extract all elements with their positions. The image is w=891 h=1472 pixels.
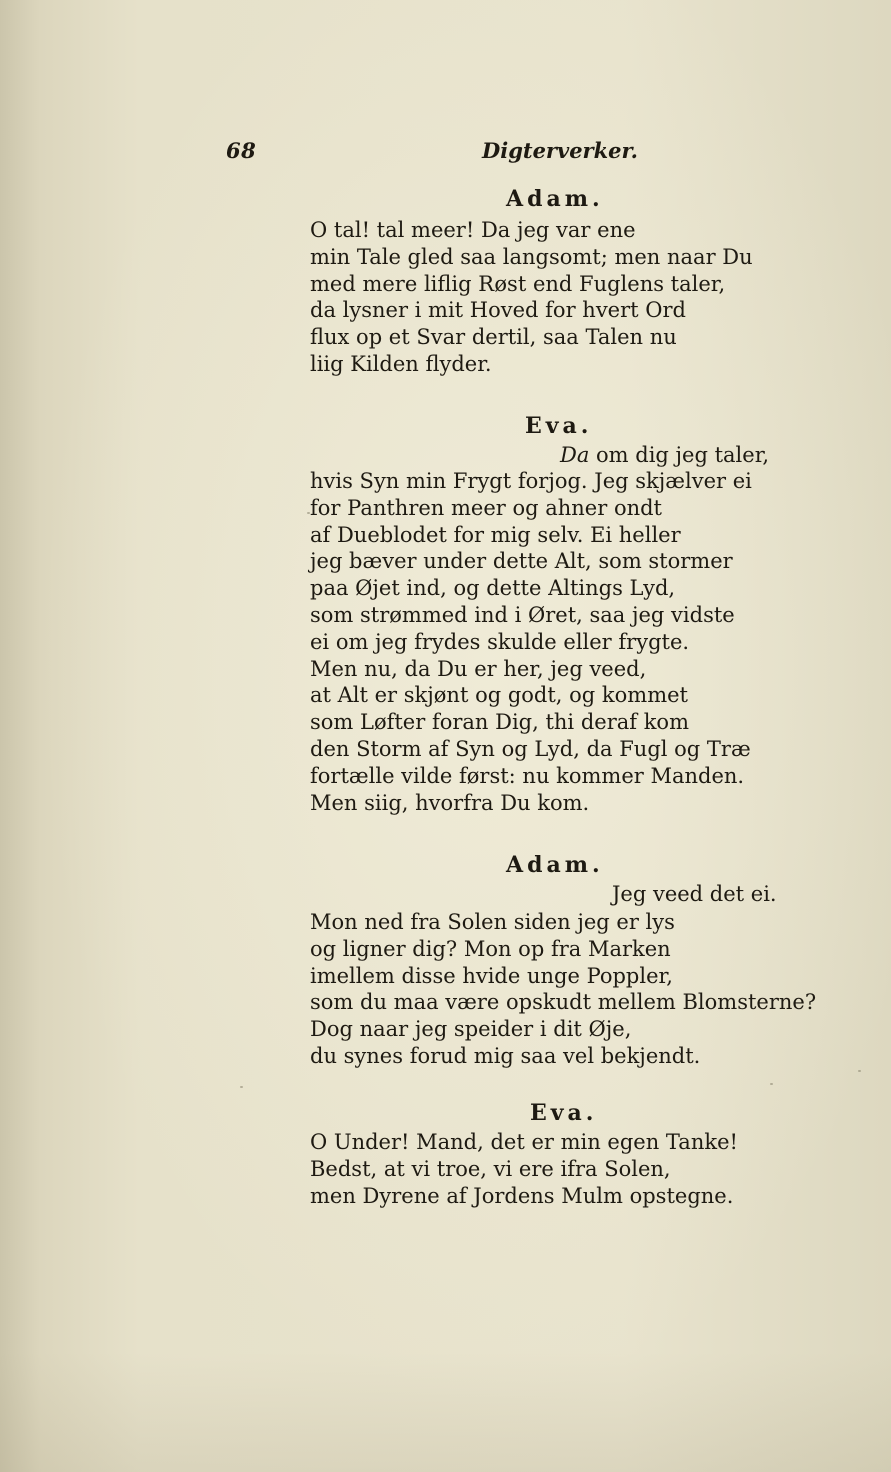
speaker-heading: Eva. (530, 1100, 598, 1126)
verse-stanza (310, 909, 816, 1070)
paper-speck (307, 512, 310, 514)
speaker-heading: Adam. (506, 186, 604, 212)
verse-line: jeg bæver under dette Alt, som stormer (310, 549, 733, 574)
continued-line (560, 443, 769, 467)
verse-line: paa Øjet ind, og dette Altings Lyd, (310, 576, 676, 601)
speaker-heading: Eva. (525, 413, 593, 439)
paper-speck (240, 1086, 243, 1088)
continued-line: Jeg veed det ei. (612, 882, 777, 906)
verse-stanza (310, 1129, 738, 1209)
verse-line: imellem disse hvide unge Poppler, (310, 963, 673, 988)
verse-line: Dog naar jeg speider i dit Øje, (310, 1017, 632, 1042)
verse-line: Bedst, at vi troe, vi ere ifra Solen, (310, 1156, 671, 1181)
verse-line: med mere liflig Røst end Fuglens taler, (310, 271, 726, 296)
verse-line: som Løfter foran Dig, thi deraf kom (310, 710, 689, 735)
page-number: 68 (226, 138, 257, 163)
verse-line: du synes forud mig saa vel bekjendt. (310, 1043, 701, 1068)
verse-line: O tal! tal meer! Da jeg var ene (310, 218, 636, 242)
italic-word: Da (560, 443, 590, 467)
verse-line: ei om jeg frydes skulde eller frygte. (310, 629, 690, 654)
verse-line: O Under! Mand, det er min egen Tanke! (310, 1130, 738, 1154)
verse-line: at Alt er skjønt og godt, og kommet (310, 683, 688, 708)
verse-line: af Dueblodet for mig selv. Ei heller (310, 522, 681, 547)
verse-line: for Panthren meer og ahner ondt (310, 495, 662, 520)
verse-line: liig Kilden flyder. (310, 351, 492, 376)
verse-line: Mon ned fra Solen siden jeg er lys (310, 910, 675, 934)
verse-line: Men nu, da Du er her, jeg veed, (310, 656, 647, 681)
verse-line: fortælle vilde først: nu kommer Manden. (310, 763, 745, 788)
verse-line: og ligner dig? Mon op fra Marken (310, 936, 671, 961)
paper-speck (770, 1083, 773, 1085)
verse-line: som strømmed ind i Øret, saa jeg vidste (310, 602, 735, 627)
verse-line: men Dyrene af Jordens Mulm opstegne. (310, 1183, 734, 1208)
paper-speck (858, 1070, 861, 1072)
running-title: Digterverker. (482, 138, 638, 163)
verse-line: den Storm af Syn og Lyd, da Fugl og Træ (310, 736, 751, 761)
verse-line: som du maa være opskudt mellem Blomsterne? (310, 990, 817, 1015)
verse-line: Men siig, hvorfra Du kom. (310, 790, 590, 815)
verse-line: da lysner i mit Hoved for hvert Ord (310, 298, 686, 323)
speaker-heading: Adam. (506, 852, 604, 878)
verse-stanza (310, 217, 753, 378)
verse-line: flux op et Svar dertil, saa Talen nu (310, 325, 677, 350)
line-text: om dig jeg taler, (589, 443, 770, 467)
verse-stanza (310, 468, 752, 816)
verse-line: hvis Syn min Frygt forjog. Jeg skjælver ei (310, 469, 752, 493)
verse-line: min Tale gled saa langsomt; men naar Du (310, 244, 753, 269)
